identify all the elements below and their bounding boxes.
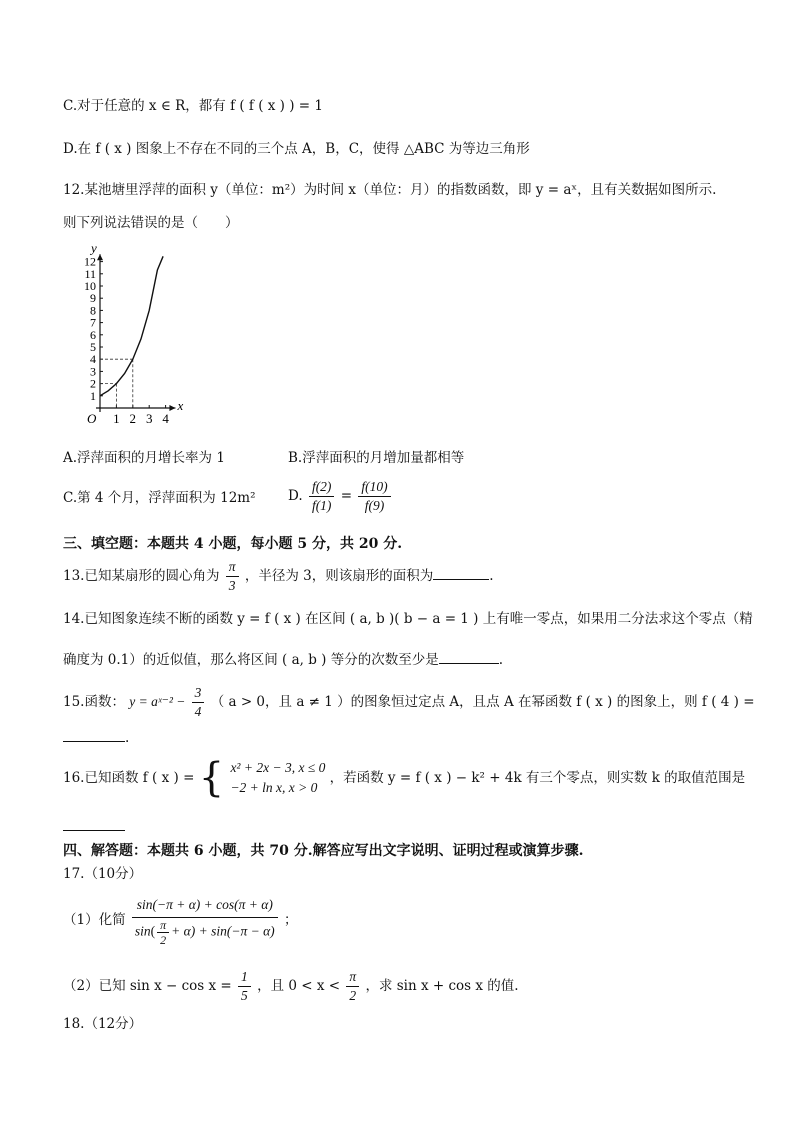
section-3-heading: 三、填空题：本题共 4 小题，每小题 5 分，共 20 分. xyxy=(63,536,403,552)
q13: 13.已知某扇形的圆心角为 $\frac{\pi}{3}$ ，半径为 3，则该扇形的面积为 . xyxy=(63,559,494,593)
exponential-growth-chart xyxy=(70,244,220,436)
answer-blank xyxy=(433,567,489,580)
q17-part1: （1）化简 sin(−π + α) + cos(π + α) sin( $\frac{\pi}{2}$ + α) + sin(−π − α) ； xyxy=(63,893,297,947)
trig-fraction: sin(−π + α) + cos(π + α) sin( $\frac{\pi}{2}$ + α) + sin(−π − α) xyxy=(132,893,278,947)
option-c-statement: C.对于任意的 x ∈ R，都有 f ( f ( x ) ) = 1 xyxy=(63,98,323,114)
q17-part2: （2）已知 sin x − cos x = $\frac{1}{5}$ ，且 0 < x < $\frac{\pi}{2}$ ，求 sin x + cos x 的值. xyxy=(63,969,519,1003)
y-tick-label: 2 xyxy=(90,376,96,391)
y-tick-label: 1 xyxy=(90,388,96,403)
q12-option-c: C.第 4 个月，浮萍面积为 12m² xyxy=(63,490,256,506)
y-tick-label: 7 xyxy=(90,315,96,330)
piecewise-cases: x² + 2x − 3, x ≤ 0 −2 + ln x, x > 0 xyxy=(230,760,326,795)
q16-answer-line xyxy=(63,817,125,837)
y-axis-arrow xyxy=(97,254,103,260)
y-tick-label: 9 xyxy=(90,291,96,306)
q12-option-d xyxy=(288,478,393,515)
q15: 15.函数： y = aˣ⁻² − $\frac{3}{4}$ （ a > 0，且 a ≠ 1 ）的图象恒过定点 A，且点 A 在幂函数 f ( x ) 的图象上，则 f ( 4 ) = xyxy=(63,685,755,719)
q12-option-b: B.浮萍面积的月增加量都相等 xyxy=(288,450,465,466)
fraction-f2-over-f1: $\frac{f(2)}{f(1)}$ xyxy=(309,478,335,515)
q14-line1: 14.已知图象连续不断的函数 y = f ( x ) 在区间 ( a, b )( b − a = 1 ) 上有唯一零点，如果用二分法求这个零点（精 xyxy=(63,611,753,627)
origin-label: O xyxy=(87,411,97,426)
answer-blank xyxy=(63,818,125,831)
q14-line2: 确度为 0.1）的近似值，那么将区间 ( a, b ) 等分的次数至少是 . xyxy=(63,652,504,668)
y-tick-label: 11 xyxy=(84,266,96,281)
y-tick-label: 12 xyxy=(84,254,96,269)
fraction-pi-over-3: $\frac{\pi}{3}$ xyxy=(226,558,239,595)
x-axis-label: x xyxy=(177,398,184,413)
x-tick-label: 4 xyxy=(162,411,169,426)
x-axis-arrow xyxy=(169,405,175,411)
y-axis-label: y xyxy=(91,244,97,256)
piecewise-brace: { xyxy=(198,755,225,801)
x-tick-label: 2 xyxy=(129,411,137,426)
q17-label: 17.（10分） xyxy=(63,866,143,882)
answer-blank xyxy=(63,729,125,742)
equals-sign: = xyxy=(340,488,353,504)
y-tick-label: 5 xyxy=(90,340,96,354)
q18-label: 18.（12分） xyxy=(63,1016,143,1032)
y-tick-label: 6 xyxy=(90,327,96,342)
x-tick-label: 1 xyxy=(113,411,120,426)
y-tick-label: 3 xyxy=(90,364,96,379)
x-tick-label: 3 xyxy=(145,411,153,426)
fraction-3-over-4: $\frac{3}{4}$ xyxy=(192,684,205,721)
section-4-heading: 四、解答题：本题共 6 小题，共 70 分.解答应写出文字说明、证明过程或演算步骤. xyxy=(63,843,584,859)
q12-stem-line2: 则下列说法错误的是（ ） xyxy=(63,215,239,231)
option-d-label: D. xyxy=(288,488,303,504)
q15-answer-line: . xyxy=(63,728,129,748)
option-d-statement: D.在 f ( x ) 图象上不存在不同的三个点 A，B，C，使得 △ABC 为等边三角形 xyxy=(63,141,530,157)
fraction-1-over-5: $\frac{1}{5}$ xyxy=(238,968,251,1005)
q12-option-a: A.浮萍面积的月增长率为 1 xyxy=(63,450,225,466)
fraction-pi-over-2: $\frac{\pi}{2}$ xyxy=(346,968,359,1005)
exponential-curve xyxy=(100,256,163,396)
q16: 16.已知函数 f ( x ) = { x² + 2x − 3, x ≤ 0 −2 + ln x, x > 0 ，若函数 y = f ( x ) − k² + 4k 有三个零点，则实数 k 的取值范围是 xyxy=(63,755,746,801)
q12-stem-line1: 12.某池塘里浮萍的面积 y（单位：m²）为时间 x（单位：月）的指数函数，即 y = aˣ，且有关数据如图所示. xyxy=(63,182,717,198)
answer-blank xyxy=(439,651,499,664)
fraction-f10-over-f9: $\frac{f(10)}{f(9)}$ xyxy=(358,478,390,515)
y-tick-label: 4 xyxy=(90,352,96,367)
y-tick-label: 8 xyxy=(90,303,96,318)
y-tick-label: 10 xyxy=(84,279,96,293)
